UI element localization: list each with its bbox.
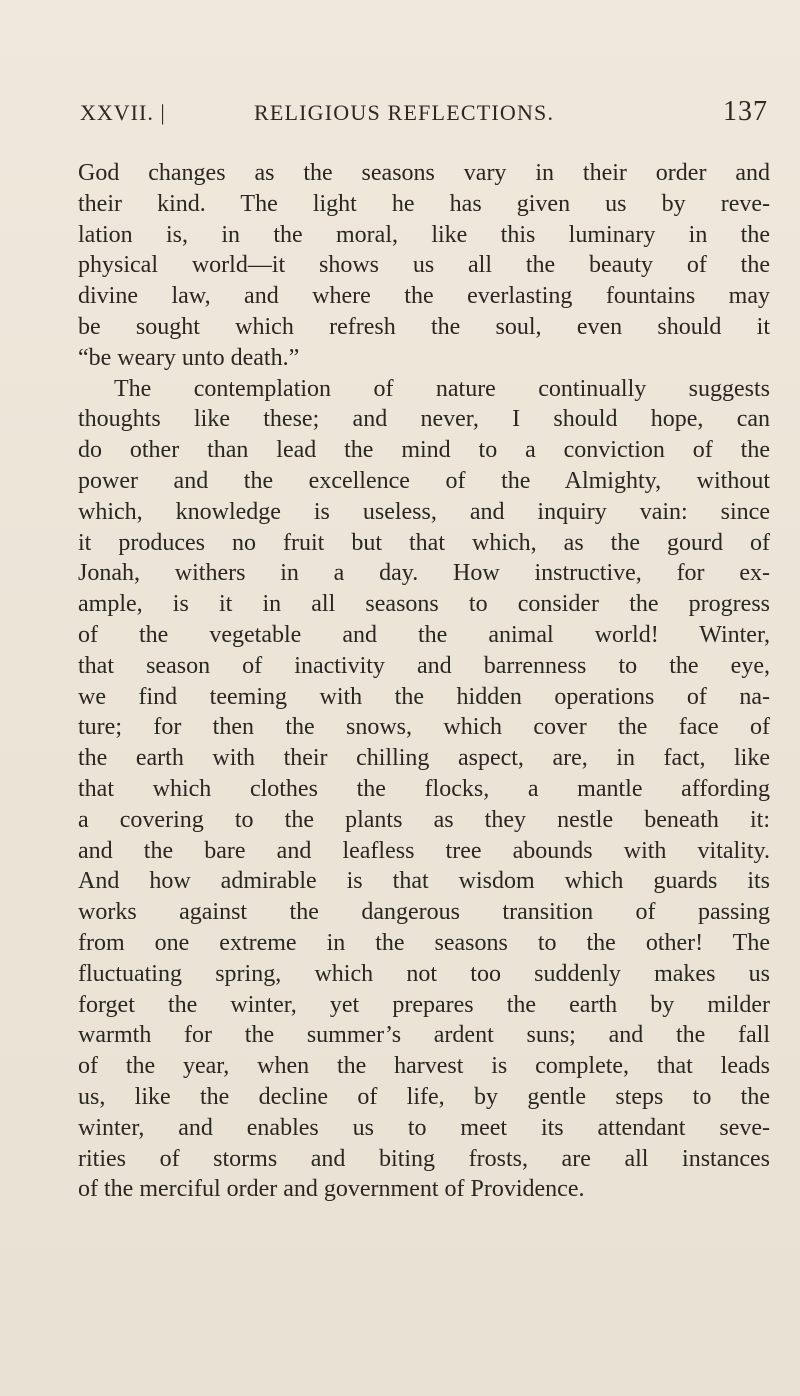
text-line: it produces no fruit but that which, as the gourd of <box>78 529 770 556</box>
text-line: fluctuating spring, which not too suddenly makes us <box>78 960 770 987</box>
text-line: God changes as the seasons vary in their order and <box>78 160 770 186</box>
page-number: 137 <box>723 96 768 127</box>
text-line: Jonah, withers in a day. How instructive, for ex- <box>78 560 770 587</box>
text-line: And how admirable is that wisdom which guards its <box>78 868 770 895</box>
text-line: divine law, and where the everlasting fountains may <box>78 283 770 310</box>
text-line: us, like the decline of life, by gentle steps to the <box>78 1083 770 1110</box>
text-line: of the merciful order and government of Providence. <box>78 1176 585 1203</box>
text-line: physical world—it shows us all the beauty of the <box>78 252 770 279</box>
text-line: we find teeming with the hidden operations of na- <box>78 683 770 710</box>
text-line: “be weary unto death.” <box>78 344 300 371</box>
text-line: forget the winter, yet prepares the earth by milder <box>78 991 770 1018</box>
text-line: lation is, in the moral, like this luminary in the <box>78 221 770 248</box>
text-line: which, knowledge is useless, and inquiry vain: since <box>78 498 770 525</box>
text-line: from one extreme in the seasons to the other! The <box>78 929 770 956</box>
text-line: be sought which refresh the soul, even should it <box>78 313 770 340</box>
text-line: warmth for the summer’s ardent suns; and the fall <box>78 1022 770 1049</box>
running-head <box>80 96 770 136</box>
text-line: thoughts like these; and never, I should hope, can <box>78 406 770 433</box>
text-line: rities of storms and biting frosts, are all instances <box>78 1145 770 1172</box>
text-line: ture; for then the snows, which cover the face of <box>78 714 770 741</box>
running-title: RELIGIOUS REFLECTIONS. <box>254 100 555 125</box>
text-line: winter, and enables us to meet its attendant seve- <box>78 1114 770 1141</box>
text-line: that season of inactivity and barrenness to the eye, <box>78 652 770 679</box>
chapter-number: XXVII. | <box>80 100 166 125</box>
text-line: that which clothes the flocks, a mantle affording <box>78 775 770 802</box>
text-line: of the year, when the harvest is complete, that leads <box>78 1053 770 1080</box>
text-line: their kind. The light he has given us by reve- <box>78 190 770 217</box>
text-line: the earth with their chilling aspect, are, in fact, like <box>78 745 770 772</box>
text-line: and the bare and leafless tree abounds with vitality. <box>78 837 770 864</box>
text-line: works against the dangerous transition of passing <box>78 899 770 926</box>
text-line: do other than lead the mind to a conviction of the <box>78 437 770 464</box>
text-line: a covering to the plants as they nestle beneath it: <box>78 806 770 833</box>
body-text <box>78 158 770 1205</box>
text-line: ample, is it in all seasons to consider the progress <box>78 591 770 618</box>
text-line: of the vegetable and the animal world! Winter, <box>78 621 770 648</box>
text-line: power and the excellence of the Almighty, without <box>78 467 770 494</box>
paragraph-first-line: The contemplation of nature continually suggests <box>114 375 770 402</box>
